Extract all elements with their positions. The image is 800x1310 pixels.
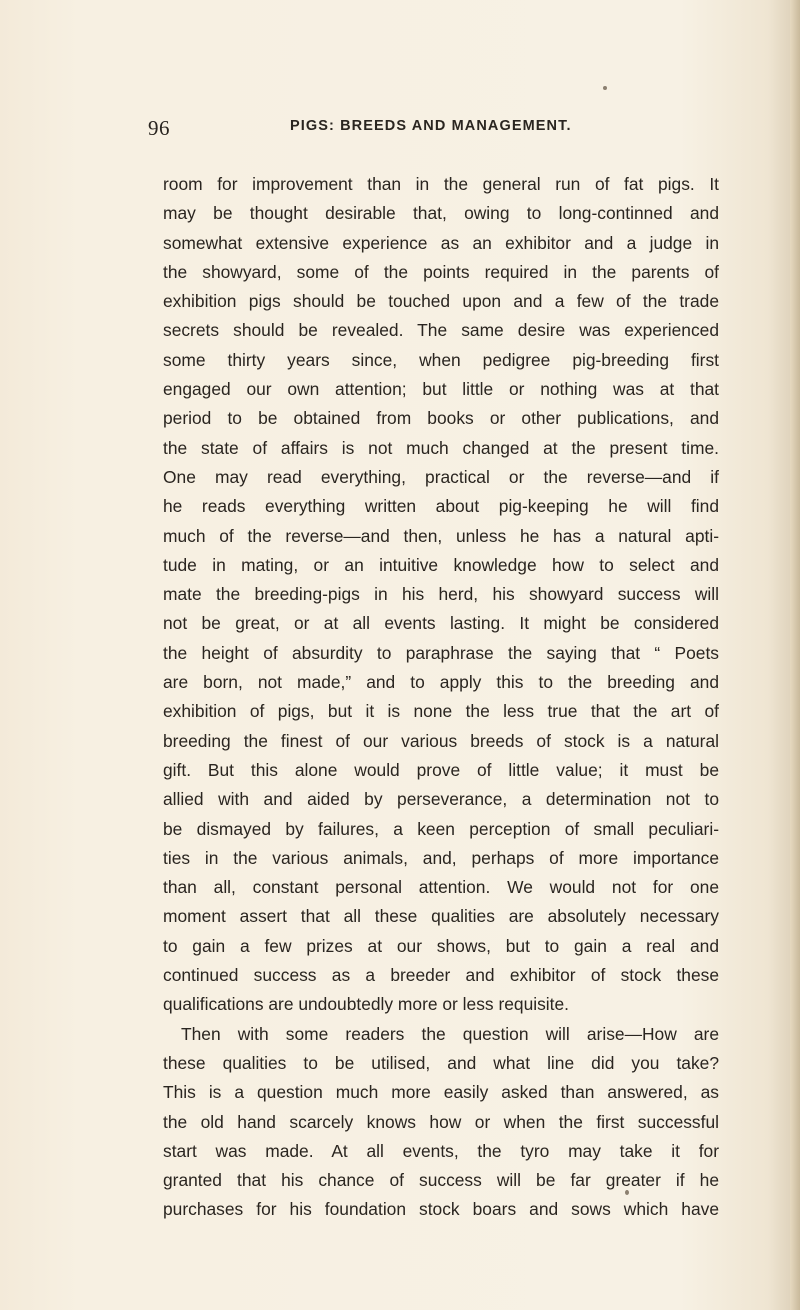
text-line: the state of affairs is not much changed at the present time. [163,437,719,458]
text-line: exhibition of pigs, but it is none the less true that the art of [163,701,719,722]
body-text [163,170,719,1225]
text-line: secrets should be revealed. The same desire was experienced [163,320,719,341]
text-line: room for improvement than in the general run of fat pigs. It [163,174,719,194]
running-head: PIGS: BREEDS AND MANAGEMENT. [290,118,572,134]
text-line: not be great, or at all events lasting. It might be considered [163,613,719,634]
text-line: than all, constant personal attention. We would not for one [163,877,719,898]
text-line: allied with and aided by perseverance, a determination not to [163,789,719,810]
text-line: qualifications are undoubtedly more or less requisite. [163,994,570,1015]
text-line: ties in the various animals, and, perhaps of more importance [163,847,719,868]
text-line: much of the reverse—and then, unless he has a natural apti- [163,525,719,546]
page-header [148,116,648,142]
text-line: engaged our own attention; but little or nothing was at that [163,379,719,400]
text-line: be dismayed by failures, a keen perception of small peculiari- [163,818,719,839]
text-line: he reads everything written about pig-keeping he will find [163,496,719,517]
text-line: some thirty years since, when pedigree pig-breeding first [163,349,719,370]
text-line: granted that his chance of success will be far greater if he [163,1170,719,1191]
text-line: Then with some readers the question will arise—How are [181,1023,719,1044]
text-line: the old hand scarcely knows how or when the first successful [163,1111,719,1132]
text-line: breeding the finest of our various breeds of stock is a natural [163,730,719,751]
page-number: 96 [148,116,170,140]
text-line: period to be obtained from books or other publications, and [163,408,719,429]
text-line: One may read everything, practical or the reverse—and if [163,466,719,487]
text-line: to gain a few prizes at our shows, but to gain a real and [163,935,719,956]
text-line: start was made. At all events, the tyro may take it for [163,1140,719,1161]
text-line: exhibition pigs should be touched upon and a few of the trade [163,291,719,312]
text-line: these qualities to be utilised, and what line did you take? [163,1052,719,1073]
text-line: are born, not made,” and to apply this to the breeding and [163,672,719,693]
text-line: This is a question much more easily asked than answered, as [163,1082,719,1103]
text-line: somewhat extensive experience as an exhibitor and a judge in [163,232,719,253]
text-line: gift. But this alone would prove of little value; it must be [163,759,719,780]
text-line: the height of absurdity to paraphrase the saying that “ Poets [163,642,719,663]
text-line: may be thought desirable that, owing to long-continned and [163,203,719,224]
text-line: moment assert that all these qualities are absolutely necessary [163,906,719,927]
text-line: mate the breeding-pigs in his herd, his showyard success will [163,584,719,605]
page-edge [790,0,800,1310]
text-line: tude in mating, or an intuitive knowledge how to select and [163,554,719,575]
text-line: continued success as a breeder and exhibitor of stock these [163,965,719,986]
text-line: purchases for his foundation stock boars and sows which have [163,1199,719,1220]
text-line: the showyard, some of the points required in the parents of [163,261,719,282]
paper-speck [603,86,607,90]
